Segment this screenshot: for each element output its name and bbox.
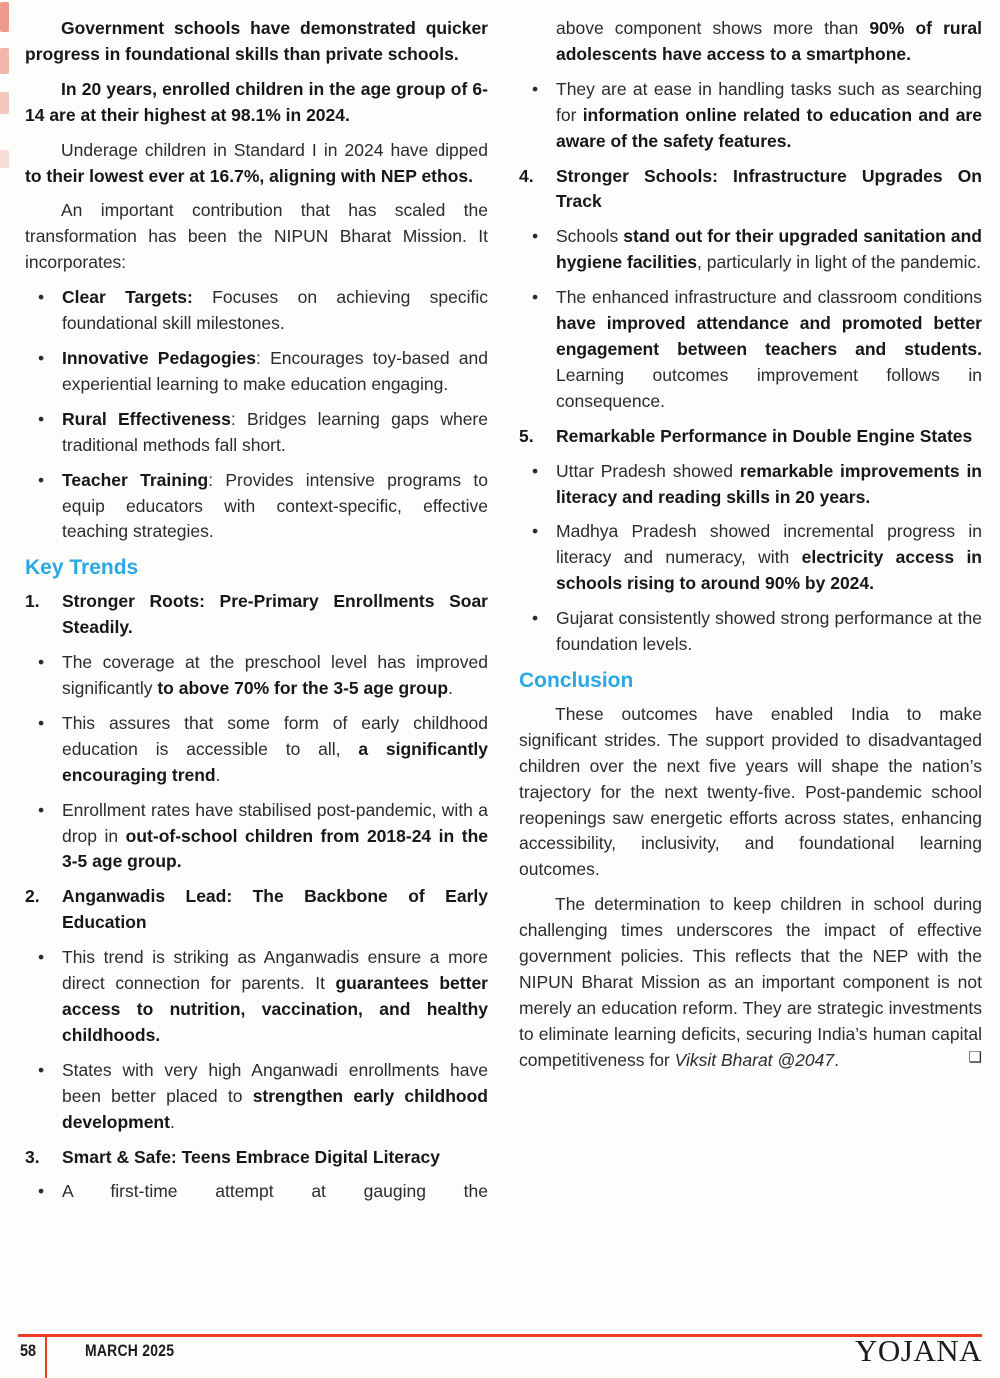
text-run: An important contribution that has scaled the transformation has been the NIPUN Bharat Mission. It incorporates: <box>25 200 488 273</box>
bullet-marker: • <box>38 469 45 490</box>
scan-artifact <box>0 92 9 114</box>
numbered-item <box>519 424 982 450</box>
item-number: 1. <box>25 591 40 612</box>
item-number: 4. <box>519 165 534 186</box>
bullet-marker: • <box>532 78 539 99</box>
item-text <box>62 711 488 789</box>
text-run: a significantly encouraging trend <box>62 738 488 785</box>
item-text <box>62 1145 488 1171</box>
text-run: information online related to education and are aware of the safety features. <box>556 104 982 151</box>
text-run: : Encourages toy-based and experiential learning to make education engaging. <box>62 347 489 394</box>
numbered-item <box>25 589 488 641</box>
numbered-item <box>25 884 488 936</box>
text-run: to their lowest ever at 16.7%, aligning with NEP ethos. <box>25 165 473 186</box>
footer-divider-line <box>45 1334 47 1378</box>
text-run: . <box>834 1049 839 1070</box>
text-run: strengthen early childhood development <box>62 1085 488 1132</box>
bullet-item <box>25 285 488 337</box>
bullet-item <box>519 224 982 276</box>
text-run: : Bridges learning gaps where traditional methods fall short. <box>62 408 488 455</box>
page-number: 58 <box>20 1341 37 1360</box>
item-text <box>556 77 982 155</box>
text-run: guarantees better access to nutrition, vaccination, and healthy childhoods. <box>62 973 488 1045</box>
text-run: Madhya Pradesh showed incremental progress in literacy and numeracy, with <box>556 521 982 568</box>
text-run: Uttar Pradesh showed <box>556 460 740 481</box>
bullet-item <box>25 711 488 789</box>
bullet-marker: • <box>532 460 539 481</box>
scan-artifact <box>0 48 9 74</box>
text-run: . <box>215 764 221 785</box>
bullet-marker: • <box>38 652 45 673</box>
bullet-marker: • <box>38 1059 45 1080</box>
paragraph <box>25 16 488 68</box>
text-run: Anganwadis Lead: The Backbone of Early Education <box>62 886 488 933</box>
item-text <box>556 424 982 450</box>
text-run: Clear Targets: <box>62 287 193 308</box>
text-run: Enrollment rates have stabilised post-pandemic, with a drop in <box>62 799 488 846</box>
issue-date: MARCH 2025 <box>85 1341 175 1360</box>
bullet-marker: • <box>38 799 45 820</box>
text-run: 90% of rural adolescents have access to a smartphone. <box>556 18 982 64</box>
bullet-item <box>519 285 982 415</box>
text-run: electricity access in schools rising to around 90% by 2024. <box>556 547 982 594</box>
scan-artifact <box>0 2 9 32</box>
text-run: The determination to keep children in school during challenging times underscores the impact of effective government policies. This reflects that the NEP with the NIPUN Bharat Mission as an important component is not merely an education reform. They are strategic investments to eliminate learning deficits, securing India’s human capital competitiveness for <box>519 894 982 1070</box>
bullet-marker: • <box>38 1181 45 1202</box>
item-number: 3. <box>25 1146 40 1167</box>
item-text <box>556 164 982 216</box>
text-run: Stronger Schools: Infrastructure Upgrades On Track <box>556 165 982 212</box>
bullet-item <box>519 606 982 658</box>
text-run: out-of-school children from 2018-24 in the 3-5 age group. <box>62 825 488 872</box>
item-text <box>62 884 488 936</box>
text-run: Viksit Bharat @2047 <box>674 1049 835 1070</box>
bullet-marker: • <box>38 712 45 733</box>
text-run: States with very high Anganwadi enrollments have been better placed to <box>62 1059 488 1106</box>
text-run: Schools <box>556 226 624 247</box>
text-run: . <box>169 1111 175 1132</box>
item-text <box>62 650 488 702</box>
paragraph <box>519 702 982 883</box>
text-run: to above 70% for the 3-5 age group <box>157 678 449 699</box>
scan-artifact <box>0 150 9 168</box>
bullet-item <box>25 468 488 546</box>
bullet-item <box>25 650 488 702</box>
text-run: Underage children in Standard I in 2024 have dipped <box>61 139 488 160</box>
text-run: remarkable improvements in literacy and reading skills in 20 years. <box>556 460 982 507</box>
paragraph <box>519 892 982 1073</box>
right-column <box>519 16 982 1214</box>
item-text <box>62 407 488 459</box>
bullet-marker: • <box>532 226 539 247</box>
bullet-marker: • <box>38 347 45 368</box>
text-run: These outcomes have enabled India to make significant strides. The support provided to disadvantaged children over the next five years will shape the nation’s trajectory for the next twenty-five. Post-pandemic school reopenings saw energetic efforts across states, enhancing accessibility, inclusivity, and foundational learning outcomes. <box>519 703 982 880</box>
bullet-item <box>25 346 488 398</box>
left-column <box>25 16 488 1214</box>
bullet-item <box>519 459 982 511</box>
text-run: : Provides intensive programs to equip educators with context-specific, effective teaching strategies. <box>62 469 488 542</box>
item-text <box>556 16 982 68</box>
bullet-marker: • <box>38 947 45 968</box>
text-run: above component shows more than <box>556 18 870 38</box>
text-run: The enhanced infrastructure and classroom conditions <box>556 287 982 308</box>
text-run: Learning outcomes improvement follows in consequence. <box>556 364 982 411</box>
article-body <box>25 16 982 1214</box>
bullet-item <box>519 77 982 155</box>
section-heading: Conclusion <box>519 668 634 692</box>
text-run: . <box>448 678 453 699</box>
text-run: stand out for their upgraded sanitation and hygiene facilities <box>556 226 982 273</box>
text-run: Rural Effectiveness <box>62 408 231 429</box>
bullet-marker: • <box>38 287 45 308</box>
numbered-item <box>519 164 982 216</box>
text-run: Teacher Training <box>62 469 209 490</box>
text-run: The coverage at the preschool level has improved significantly <box>62 652 488 699</box>
text-run: Government schools have demonstrated quicker progress in foundational skills than private schools. <box>25 18 488 64</box>
text-run: This assures that some form of early childhood education is accessible to all, <box>62 712 488 759</box>
bullet-item <box>519 519 982 597</box>
bullet-marker: • <box>532 608 539 629</box>
item-text <box>62 798 488 876</box>
magazine-name: YOJANA <box>855 1333 982 1368</box>
numbered-item <box>25 1145 488 1171</box>
section-heading: Key Trends <box>25 556 139 580</box>
text-run: In 20 years, enrolled children in the age group of 6-14 are at their highest at 98.1% in 2024. <box>25 78 488 125</box>
text-run: Innovative Pedagogies <box>62 347 257 368</box>
item-number: 2. <box>25 886 40 907</box>
bullet-item <box>25 1058 488 1136</box>
item-text <box>62 468 488 546</box>
item-number: 5. <box>519 425 534 446</box>
item-text <box>62 945 488 1049</box>
text-run: Smart & Safe: Teens Embrace Digital Literacy <box>62 1146 441 1167</box>
bullet-item <box>25 798 488 876</box>
paragraph <box>25 198 488 276</box>
paragraph <box>25 77 488 129</box>
text-run: Gujarat consistently showed strong performance at the foundation levels. <box>556 608 982 655</box>
bullet-marker: • <box>532 287 539 308</box>
item-text <box>556 459 982 511</box>
item-text <box>556 606 982 658</box>
item-text <box>556 224 982 276</box>
text-run: Stronger Roots: Pre-Primary Enrollments Soar Steadily. <box>62 591 488 638</box>
text-run: This trend is striking as Anganwadis ensure a more direct connection for parents. It <box>62 947 488 994</box>
bullet-item <box>25 1179 488 1205</box>
text-run: They are at ease in handling tasks such as searching for <box>556 78 982 125</box>
item-text <box>62 589 488 641</box>
item-text <box>62 1058 488 1136</box>
end-of-article-marker: ❑ <box>968 1048 982 1066</box>
item-text <box>62 1179 488 1205</box>
bullet-marker <box>519 16 556 68</box>
text-run: , particularly in light of the pandemic. <box>697 252 982 273</box>
item-text <box>62 285 488 337</box>
text-run: have improved attendance and promoted better engagement between teachers and students. <box>556 313 982 359</box>
footer-rule <box>18 1334 982 1337</box>
item-text <box>62 346 488 398</box>
bullet-marker: • <box>532 521 539 542</box>
bullet-marker: • <box>38 408 45 429</box>
text-run: A first-time attempt at gauging the <box>62 1181 488 1202</box>
bullet-item <box>25 945 488 1049</box>
item-text <box>556 285 982 415</box>
text-run: Remarkable Performance in Double Engine States <box>556 425 973 446</box>
paragraph <box>25 138 488 190</box>
item-text <box>556 519 982 597</box>
text-run: Focuses on achieving specific foundational skill milestones. <box>62 287 488 334</box>
bullet-item <box>519 16 982 68</box>
bullet-item <box>25 407 488 459</box>
